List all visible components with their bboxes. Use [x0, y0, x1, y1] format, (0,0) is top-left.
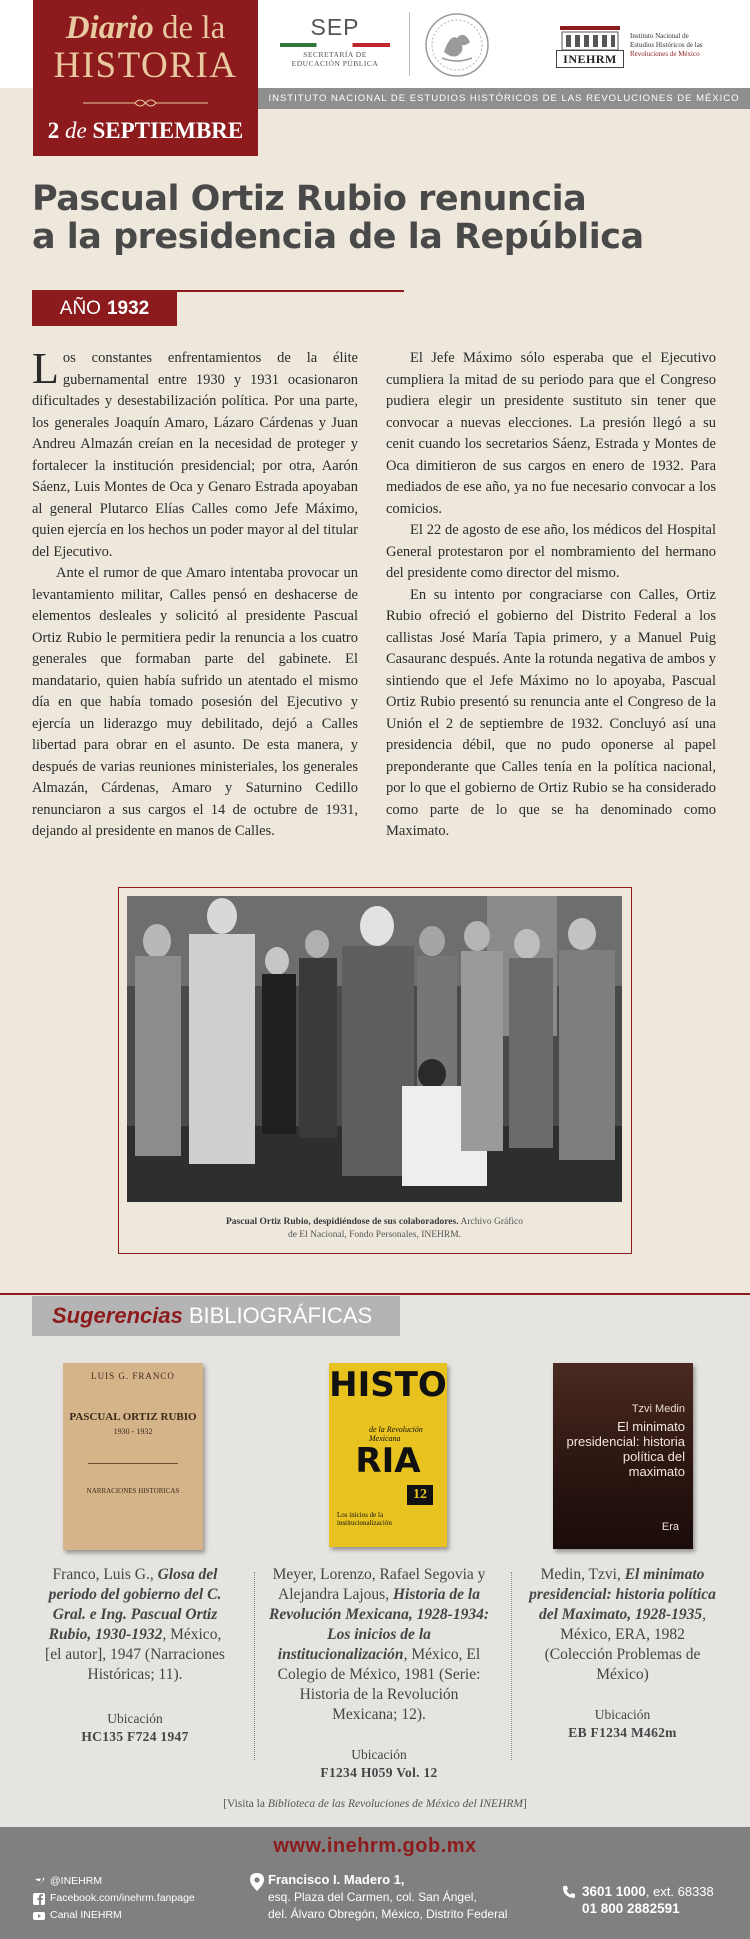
- flag-stripe: [280, 43, 390, 47]
- article-paragraph: El 22 de agosto de ese año, los médicos del Hospital General protestaron por el nombramiento del hermano del presidente como director del mismo.: [386, 522, 716, 581]
- era-logo: Era: [661, 1521, 679, 1533]
- institute-bar: INSTITUTO NACIONAL DE ESTUDIOS HISTÓRICOS DE LAS REVOLUCIONES DE MÉXICO: [258, 88, 750, 109]
- article-column-left: [32, 344, 358, 843]
- logo-divider: [409, 12, 410, 76]
- book-cover[interactable]: Tzvi Medin El minimato presidencial: historia política del maximato Era: [553, 1363, 693, 1549]
- book-location: Ubicación HC135 F724 1947: [81, 1711, 189, 1744]
- twitter-icon: [33, 1876, 45, 1888]
- footer: www.inehrm.gob.mx @INEHRM Facebook.com/inehrm.fanpage Canal INEHRM Francisco I. Madero 1, esq. Plaza del Carmen, col. San Ángel, del. Álvaro Obregón, México, Distrito Federal 3601 1000, ext. 68338 01 800 2882591: [0, 1827, 750, 1939]
- building-icon: [556, 22, 624, 52]
- library-note: [Visita la Biblioteca de las Revoluciones de México del INEHRM]: [223, 1798, 527, 1810]
- masthead-title-top: Diario de la: [65, 10, 226, 46]
- ornament-icon: [83, 97, 208, 109]
- masthead-title-historia: HISTORIA: [53, 45, 238, 86]
- book-location: Ubicación EB F1234 M462m: [568, 1707, 677, 1740]
- cover-rule: [88, 1463, 178, 1464]
- eagle-seal-icon: [424, 12, 490, 78]
- facebook-icon: [33, 1893, 45, 1905]
- column-separator: [511, 1572, 512, 1760]
- year-badge: AÑO 1932: [32, 291, 177, 326]
- sep-logo[interactable]: SEP SECRETARÍA DE EDUCACIÓN PÚBLICA: [276, 14, 394, 80]
- drop-cap: L: [32, 344, 59, 393]
- phone-tollfree[interactable]: 01 800 2882591: [582, 1901, 680, 1916]
- article-column-right: [386, 348, 716, 843]
- article-paragraph: En su intento por congraciarse con Calles, Ortiz Rubio ofreció el gobierno del Distrito Federal a los callistas José María Tapia primero, y a Manuel Puig Casauranc después. Ante la rotunda negativa de ambos y sintiendo que el Jefe Máximo no lo apoyaba, Pascual Ortiz Rubio presentó su renuncia ante el Congreso de la Unión el 2 de septiembre de 1932. Concluyó así una presidencia débil, que no pudo oponerse al papel preponderante que Calles tenía en la política nacional, por lo que el gobierno de Ortiz Rubio se ha considerado como parte de lo que se ha denominado como Maximato.: [386, 586, 716, 839]
- book-location: Ubicación F1234 H059 Vol. 12: [320, 1747, 438, 1780]
- headline: Pascual Ortiz Rubio renuncia a la presidencia de la República: [32, 179, 644, 257]
- book-cover[interactable]: LUIS G. FRANCO PASCUAL ORTIZ RUBIO 1930 - 1932 NARRACIONES HISTORICAS: [63, 1363, 203, 1550]
- website-link[interactable]: www.inehrm.gob.mx: [273, 1835, 477, 1857]
- photo-frame: [118, 887, 632, 1254]
- masthead: [33, 0, 258, 156]
- book-reference: Meyer, Lorenzo, Rafael Segovia y Alejandra Lajous, Historia de la Revolución Mexicana, 1928-1934: Los inicios de la institucionalización, México, El Colegio de México, 1981 (Serie: Historia de la Revolución Mexicana; 12).: [269, 1566, 489, 1723]
- youtube-link[interactable]: Canal INEHRM: [33, 1907, 195, 1924]
- location-pin-icon: [250, 1873, 264, 1891]
- suggestions-heading: Sugerencias BIBLIOGRÁFICAS: [32, 1296, 400, 1336]
- youtube-icon: [33, 1910, 45, 1922]
- article-paragraph: Los constantes enfrentamientos de la élite gubernamental entre 1930 y 1931 ocasionaron dificultades y desestabilización política. Por una parte, los generales Joaquín Amaro, Lázaro Cárdenas y Juan Andreu Almazán creían en la necesidad de proteger y fortalecer la institución presidencial; por otra, Aarón Sáenz, Luis Montes de Oca y Genaro Estrada apoyaban al general Plutarco Elías Calles como Jefe Máximo, quien ejercía en los hechos un poder mayor al del titular del Ejecutivo.: [32, 344, 358, 560]
- masthead-date: 2 de SEPTIEMBRE: [47, 118, 244, 143]
- book-reference: Franco, Luis G., Glosa del periodo del gobierno del C. Gral. e Ing. Pascual Ortiz Rubio, 1930-1932, México, [el autor], 1947 (Narraciones Históricas; 11).: [45, 1566, 225, 1683]
- social-links: [33, 1873, 195, 1924]
- inehrm-logo[interactable]: INEHRM Instituto Nacional de Estudios Históricos de las Revoluciones de México: [556, 22, 736, 70]
- historical-photo[interactable]: [127, 896, 622, 1202]
- phone-icon: [562, 1885, 576, 1899]
- article-paragraph: El Jefe Máximo sólo esperaba que el Ejecutivo cumpliera la mitad de su periodo para que el Congreso pudiera elegir un presidente sustituto sin tener que convocar a nuevas elecciones. La presión llegó a su cenit cuando los secretarios Sáenz, Estrada y Montes de Oca dimitieron de sus cargos en enero de 1932. Para mediados de ese año, ya no fue necesario convocar a los comicios.: [386, 350, 716, 517]
- book-cover[interactable]: HISTO de la Revolución Mexicana RIA 12 Los inicios de la institucionalización: [329, 1363, 447, 1547]
- phone-primary[interactable]: 3601 1000, ext. 68338: [582, 1884, 714, 1899]
- inehrm-name: Instituto Nacional de Estudios Históricos de las Revoluciones de México: [630, 32, 703, 58]
- book-reference: Medin, Tzvi, El minimato presidencial: historia política del Maximato, 1928-1935, México, ERA, 1982 (Colección Problemas de México): [529, 1566, 716, 1683]
- article-paragraph: Ante el rumor de que Amaro intentaba provocar un levantamiento militar, Calles pensó en deshacerse de elementos desleales y solicitó al presidente Pascual Ortiz Rubio le permitiera pedir la renuncia a los cuatro generales que formaban parte del gabinete. El mandatario, quien había sufrido un atentado el mismo día en que había tomado posesión del Ejecutivo y ejercía un liderazgo muy debilitado, dejó a Calles libertad para obrar en el asunto. De esta manera, y después de varias reuniones ministeriales, los generales Almazán, Cárdenas, Amaro y Saturnino Cedillo renunciaron a sus cargos el 14 de octubre de 1931, dejando al presidente en manos de Calles.: [32, 565, 358, 839]
- twitter-link[interactable]: @INEHRM: [33, 1873, 195, 1890]
- column-separator: [254, 1572, 255, 1760]
- section-divider: [0, 1293, 750, 1295]
- facebook-link[interactable]: Facebook.com/inehrm.fanpage: [33, 1890, 195, 1907]
- photo-caption: Pascual Ortiz Rubio, despidiéndose de sus colaboradores. Archivo Gráfico de El Nacional, Fondo Personales, INEHRM.: [226, 1217, 523, 1240]
